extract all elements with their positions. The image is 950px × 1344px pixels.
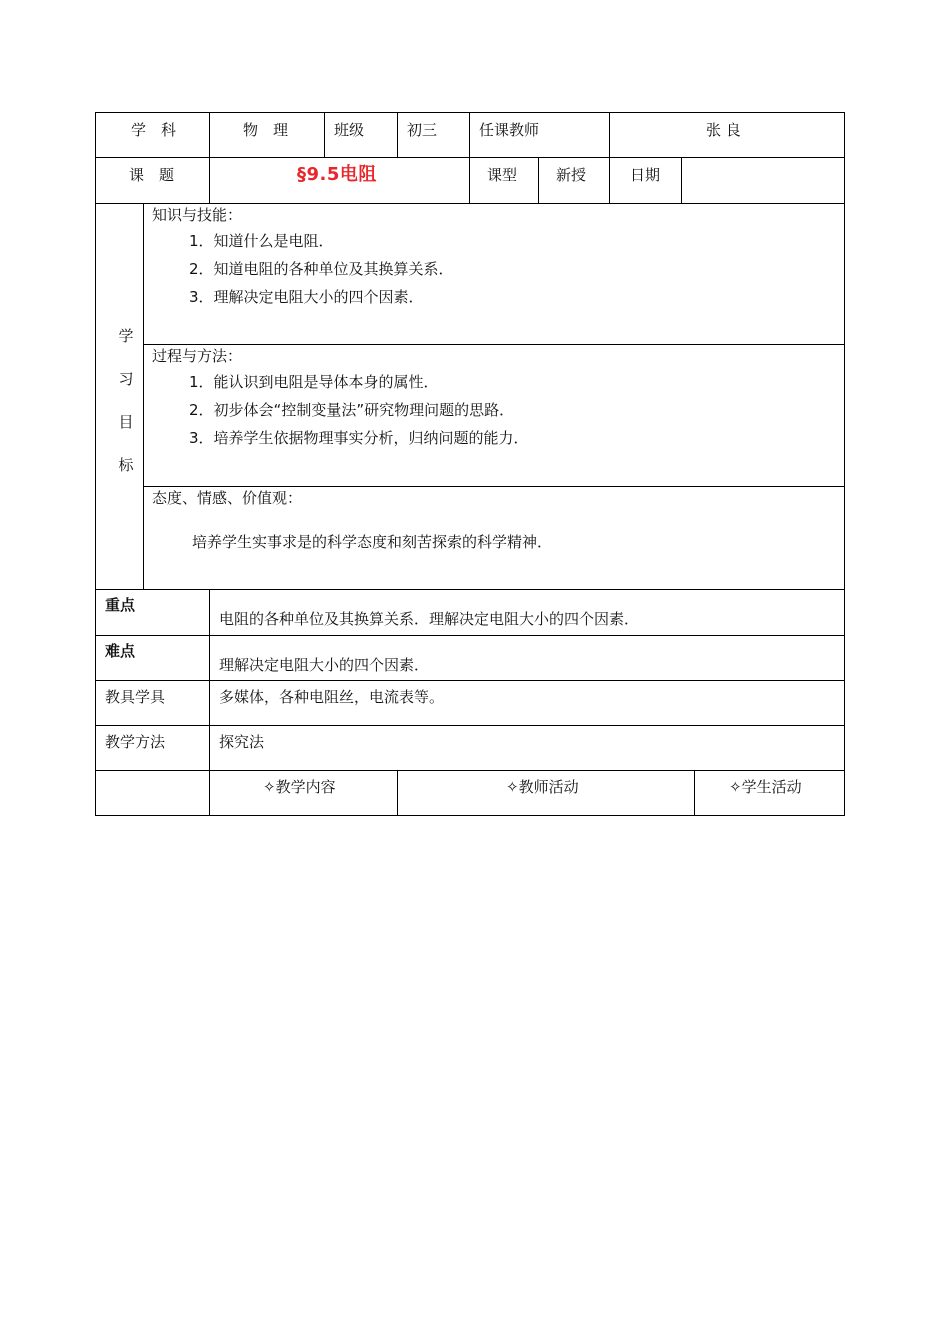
knowledge-item-3: 3．理解决定电阻大小的四个因素． bbox=[189, 288, 424, 306]
attitude-cell bbox=[143, 486, 845, 590]
difficult-point-text: 理解决定电阻大小的四个因素． bbox=[219, 656, 430, 674]
class-value: 初三 bbox=[407, 121, 438, 139]
subject-label: 学 科 bbox=[131, 121, 177, 139]
attitude-text: 培养学生实事求是的科学态度和刻苦探索的科学精神． bbox=[192, 533, 553, 551]
side-char-3: 目 bbox=[118, 413, 134, 431]
column-teacher-header: ✧教师活动 bbox=[506, 778, 579, 796]
topic-title: §9.5电阻 bbox=[297, 164, 377, 185]
subject-value-cell bbox=[209, 112, 325, 158]
topic-title-cell bbox=[209, 157, 470, 204]
type-value-cell bbox=[538, 157, 610, 204]
topic-label: 课 题 bbox=[129, 166, 175, 184]
side-char-4: 标 bbox=[118, 456, 134, 474]
key-point-text-cell bbox=[209, 589, 845, 636]
type-label-cell bbox=[469, 157, 539, 204]
tools-label-cell bbox=[95, 680, 210, 726]
difficult-point-text-cell bbox=[209, 635, 845, 681]
key-point-label: 重点 bbox=[105, 596, 136, 614]
key-point-label-cell bbox=[95, 589, 210, 636]
column-teacher-cell bbox=[397, 770, 695, 816]
process-item-1: 1．能认识到电阻是导体本身的属性． bbox=[189, 373, 439, 391]
key-point-text: 电阻的各种单位及其换算关系．理解决定电阻大小的四个因素． bbox=[219, 610, 640, 628]
teacher-label-cell bbox=[469, 112, 610, 158]
class-label-cell bbox=[324, 112, 398, 158]
columns-blank-cell bbox=[95, 770, 210, 816]
type-value: 新授 bbox=[556, 166, 587, 184]
class-label: 班级 bbox=[334, 121, 365, 139]
date-value-cell bbox=[681, 157, 845, 204]
date-label-cell bbox=[609, 157, 682, 204]
topic-label-cell bbox=[95, 157, 210, 204]
knowledge-item-1: 1．知道什么是电阻． bbox=[189, 232, 334, 250]
teacher-value: 张 良 bbox=[706, 121, 741, 139]
method-text-cell bbox=[209, 725, 845, 771]
knowledge-item-2: 2．知道电阻的各种单位及其换算关系． bbox=[189, 260, 454, 278]
side-char-2: 习 bbox=[118, 370, 134, 388]
teacher-label: 任课教师 bbox=[479, 121, 540, 139]
subject-value: 物 理 bbox=[243, 121, 289, 139]
column-student-header: ✧学生活动 bbox=[729, 778, 802, 796]
column-content-header: ✧教学内容 bbox=[263, 778, 336, 796]
side-char-1: 学 bbox=[118, 327, 134, 345]
date-label: 日期 bbox=[630, 166, 661, 184]
column-student-cell bbox=[694, 770, 845, 816]
teacher-value-cell bbox=[609, 112, 845, 158]
tools-text-cell bbox=[209, 680, 845, 726]
difficult-point-label-cell bbox=[95, 635, 210, 681]
column-content-cell bbox=[209, 770, 398, 816]
process-item-3: 3．培养学生依据物理事实分析，归纳问题的能力． bbox=[189, 429, 529, 447]
difficult-point-label: 难点 bbox=[105, 642, 136, 660]
attitude-heading: 态度、情感、价值观： bbox=[152, 489, 303, 507]
knowledge-heading: 知识与技能： bbox=[152, 206, 243, 224]
knowledge-cell bbox=[143, 203, 845, 345]
method-label: 教学方法 bbox=[105, 733, 166, 751]
process-item-2: 2．初步体会“控制变量法”研究物理问题的思路． bbox=[189, 401, 515, 419]
tools-label: 教具学具 bbox=[105, 688, 166, 706]
process-heading: 过程与方法： bbox=[152, 347, 243, 365]
class-value-cell bbox=[397, 112, 470, 158]
subject-label-cell bbox=[95, 112, 210, 158]
tools-text: 多媒体，各种电阻丝，电流表等。 bbox=[219, 688, 445, 706]
method-label-cell bbox=[95, 725, 210, 771]
process-cell bbox=[143, 344, 845, 487]
type-label: 课型 bbox=[487, 166, 518, 184]
method-text: 探究法 bbox=[219, 733, 265, 751]
